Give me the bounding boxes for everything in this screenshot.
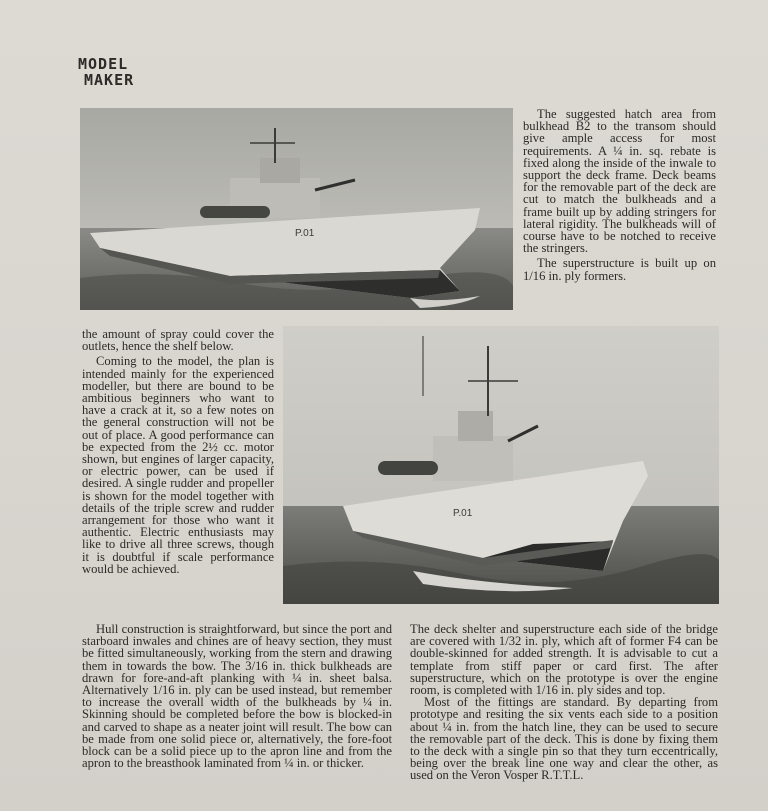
paragraph-coming-to-model: Coming to the model, the plan is intended mainly for the experienced modeller, but there are bound to be ambitious beginners who want to have a crack at it, so a few notes on the general construction will not be out of place. A good performance can be expected from the 2½ cc. motor shown, but engines of larger capacity, or electric power, can be used if desired. A single rudder and propeller is shown for the model together with details of the triple screw and rudder arrangement for those who want it authentic. Electric enthusiasts may like to drive all three screws, though it is doubtful if scale performance would be achieved. (82, 354, 274, 576)
text-column-bottom-left (82, 623, 392, 769)
text-column-bottom-right (410, 623, 718, 782)
paragraph-fittings: Most of the fittings are standard. By departing from prototype and resiting the six vents each side to a position about ¼ in. from the hatch line, they can be used to secure the removable part of the deck. This is done by fixing them to the deck with a single pin so that they turn eccentrically, being over the break line one way and clear the other, as used on the Veron Vosper R.T.T.L. (410, 695, 718, 783)
paragraph-spray: the amount of spray could cover the outlets, hence the shelf below. (82, 327, 274, 354)
logo-line-2: MAKER (84, 71, 135, 89)
paragraph-hull-construction: Hull construction is straightforward, but since the port and starboard inwales and chines are of heavy section, they must be fitted simultaneously, working from the stern and drawing them in towards the bow. The 3/16 in. thick bulkheads are drawn for fore-and-aft planking with ¼ in. sheet balsa. Alternatively 1/16 in. ply can be used instead, but remember to increase the overall width of the bulkheads by ¼ in. Skinning should be completed before the bow is blocked-in and carved to shape as a neater joint will result. The bow can be made from one solid piece or, alternatively, the fore-foot block can be a solid piece up to the apron line and from the apron to the breasthook laminated from ¼ in. or thicker. (82, 622, 392, 771)
boat-photo-bottom-image (283, 326, 719, 604)
paragraph-superstructure: The superstructure is built up on 1/16 in. ply formers. (523, 256, 716, 283)
paragraph-hatch-area: The suggested hatch area from bulkhead B2 to the transom should give ample access for most requirements. A ¼ in. sq. rebate is fixed along the inside of the inwale to support the deck frame. Deck beams for the removable part of the deck are cut to match the bulkheads and a frame built up by adding stringers for lateral rigidity. The bulkheads will of course have to be notched to receive the stringers. (523, 107, 716, 256)
boat-photo-bottom (283, 326, 719, 604)
boat-photo-top-image (80, 108, 513, 310)
logo-line-1: MODEL (78, 55, 129, 73)
hull-number-top: P.01 (295, 228, 315, 239)
magazine-logo (78, 56, 160, 88)
boat-photo-top (80, 108, 513, 310)
paragraph-deck-shelter: The deck shelter and superstructure each side of the bridge are covered with 1/32 in. ply, which aft of former F4 can be double-skinned for added strength. It is advisable to cut a template from stiff paper or card first. The after superstructure, which on the prototype is over the engine room, is completed with 1/16 in. ply sides and top. (410, 622, 718, 698)
hull-number-bottom: P.01 (453, 508, 473, 519)
text-column-left-middle (82, 328, 274, 575)
text-column-right-top (523, 108, 716, 282)
